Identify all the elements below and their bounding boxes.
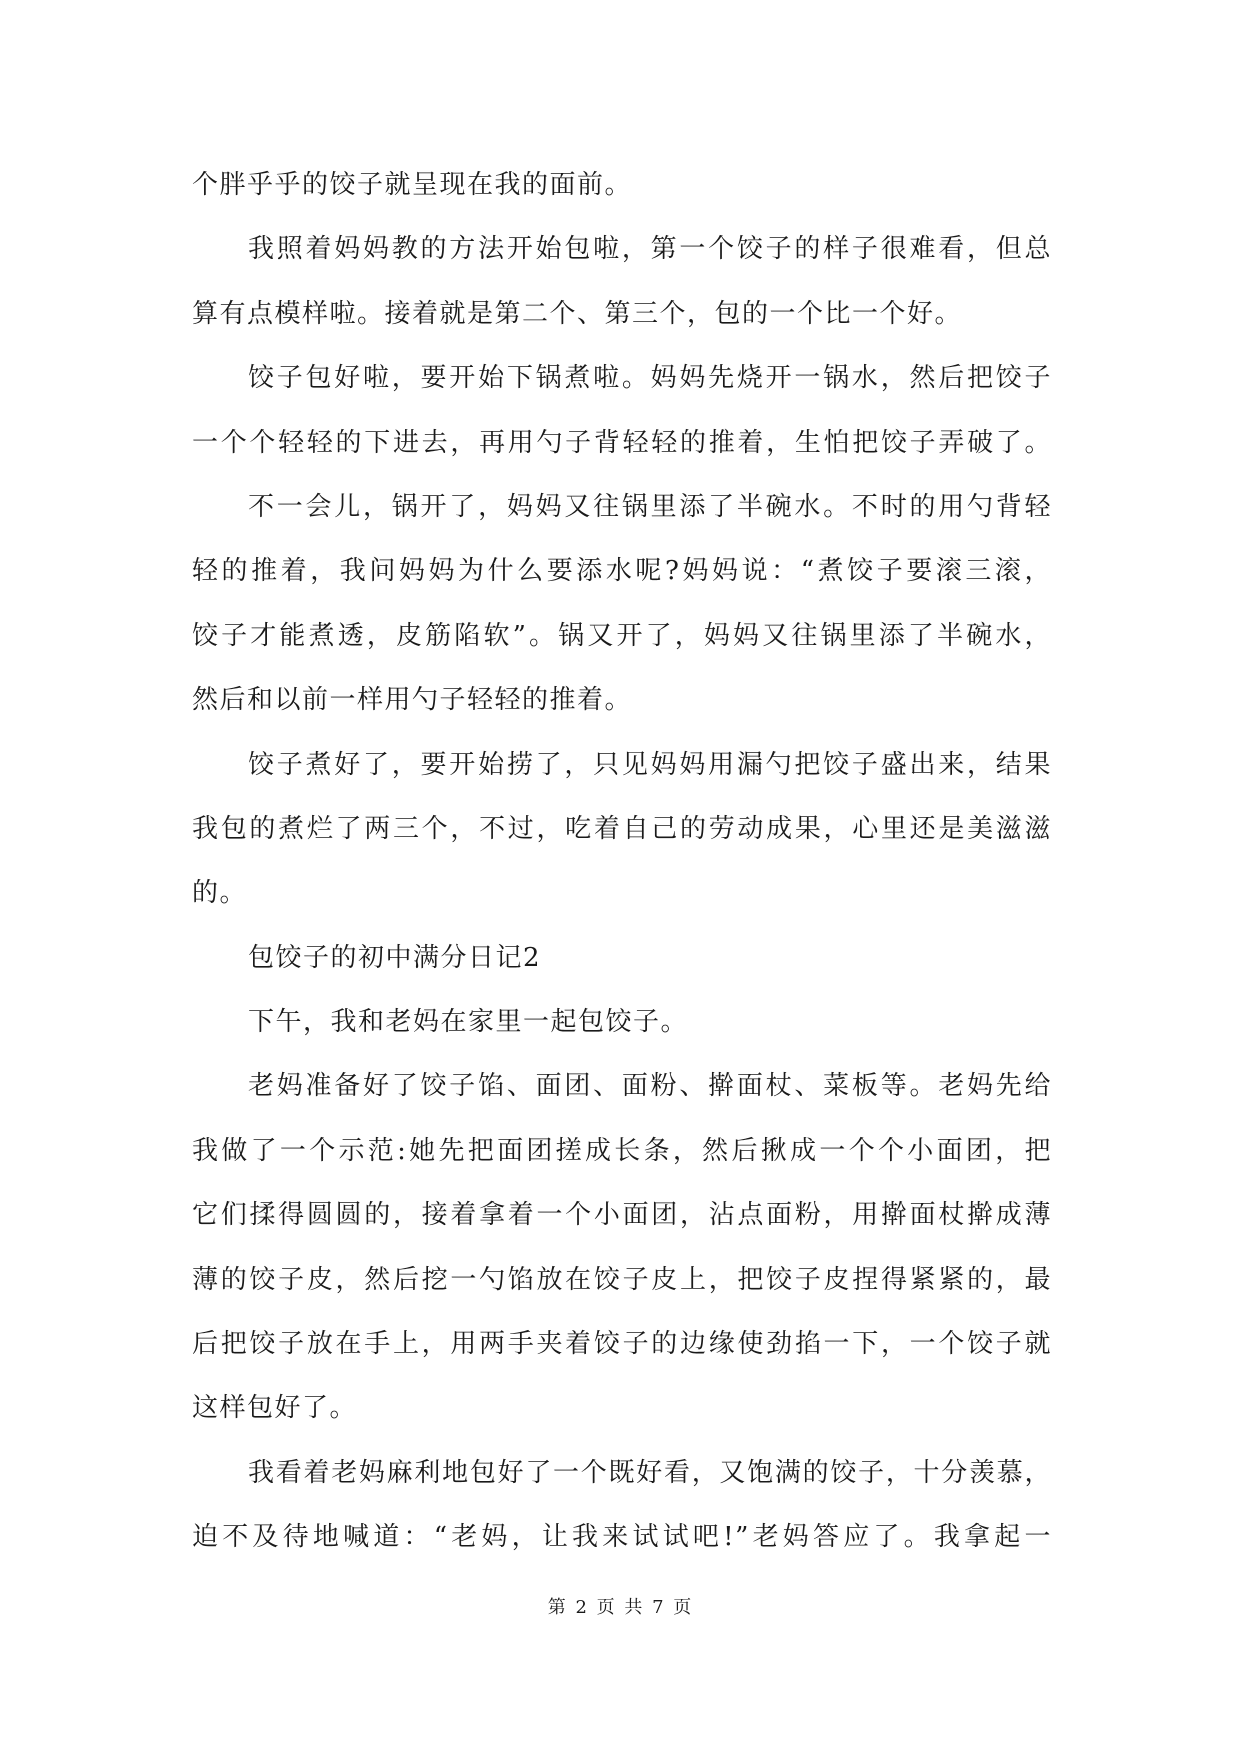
- text-line: 饺子包好啦，要开始下锅煮啦。妈妈先烧开一锅水，然后把饺子: [248, 363, 1052, 394]
- text-line: 个胖乎乎的饺子就呈现在我的面前。: [192, 170, 633, 200]
- text-line: 饺子才能煮透，皮筋陷软”。锅又开了，妈妈又往锅里添了半碗水，: [192, 620, 1052, 651]
- text-line: 算有点模样啦。接着就是第二个、第三个，包的一个比一个好。: [192, 298, 963, 329]
- text-line: 薄的饺子皮，然后挖一勺馅放在饺子皮上，把饺子皮捏得紧紧的，最: [192, 1264, 1052, 1295]
- text-line: 饺子煮好了，要开始捞了，只见妈妈用漏勺把饺子盛出来，结果: [248, 749, 1052, 780]
- section-heading: 包饺子的初中满分日记2: [248, 942, 542, 973]
- text-line: 我包的煮烂了两三个，不过，吃着自己的劳动成果，心里还是美滋滋: [192, 813, 1052, 844]
- text-line: 后把饺子放在手上，用两手夹着饺子的边缘使劲掐一下，一个饺子就: [192, 1329, 1052, 1360]
- text-line: 一个个轻轻的下进去，再用勺子背轻轻的推着，生怕把饺子弄破了。: [192, 427, 1052, 458]
- body-text: [192, 153, 1052, 1570]
- text-line: 我做了一个示范:她先把面团搓成长条，然后揪成一个个小面团，把: [192, 1135, 1052, 1166]
- text-line: 它们揉得圆圆的，接着拿着一个小面团，沾点面粉，用擀面杖擀成薄: [192, 1200, 1052, 1231]
- text-line: 这样包好了。: [192, 1393, 358, 1424]
- text-line: 我看着老妈麻利地包好了一个既好看，又饱满的饺子，十分羡慕，: [248, 1457, 1052, 1488]
- text-line: 下午，我和老妈在家里一起包饺子。: [248, 1007, 689, 1038]
- text-line: 轻的推着，我问妈妈为什么要添水呢?妈妈说：“煮饺子要滚三滚，: [192, 556, 1052, 587]
- text-line: 我照着妈妈教的方法开始包啦，第一个饺子的样子很难看，但总: [248, 234, 1052, 265]
- text-line: 不一会儿，锅开了，妈妈又往锅里添了半碗水。不时的用勺背轻: [248, 491, 1052, 522]
- text-line: 的。: [192, 878, 248, 909]
- page-number-footer: 第 2 页 共 7 页: [547, 1597, 694, 1618]
- text-line: 老妈准备好了饺子馅、面团、面粉、擀面杖、菜板等。老妈先给: [248, 1071, 1052, 1102]
- text-line: 然后和以前一样用勺子轻轻的推着。: [192, 685, 633, 716]
- text-line: 迫不及待地喊道：“老妈，让我来试试吧!”老妈答应了。我拿起一: [192, 1522, 1052, 1553]
